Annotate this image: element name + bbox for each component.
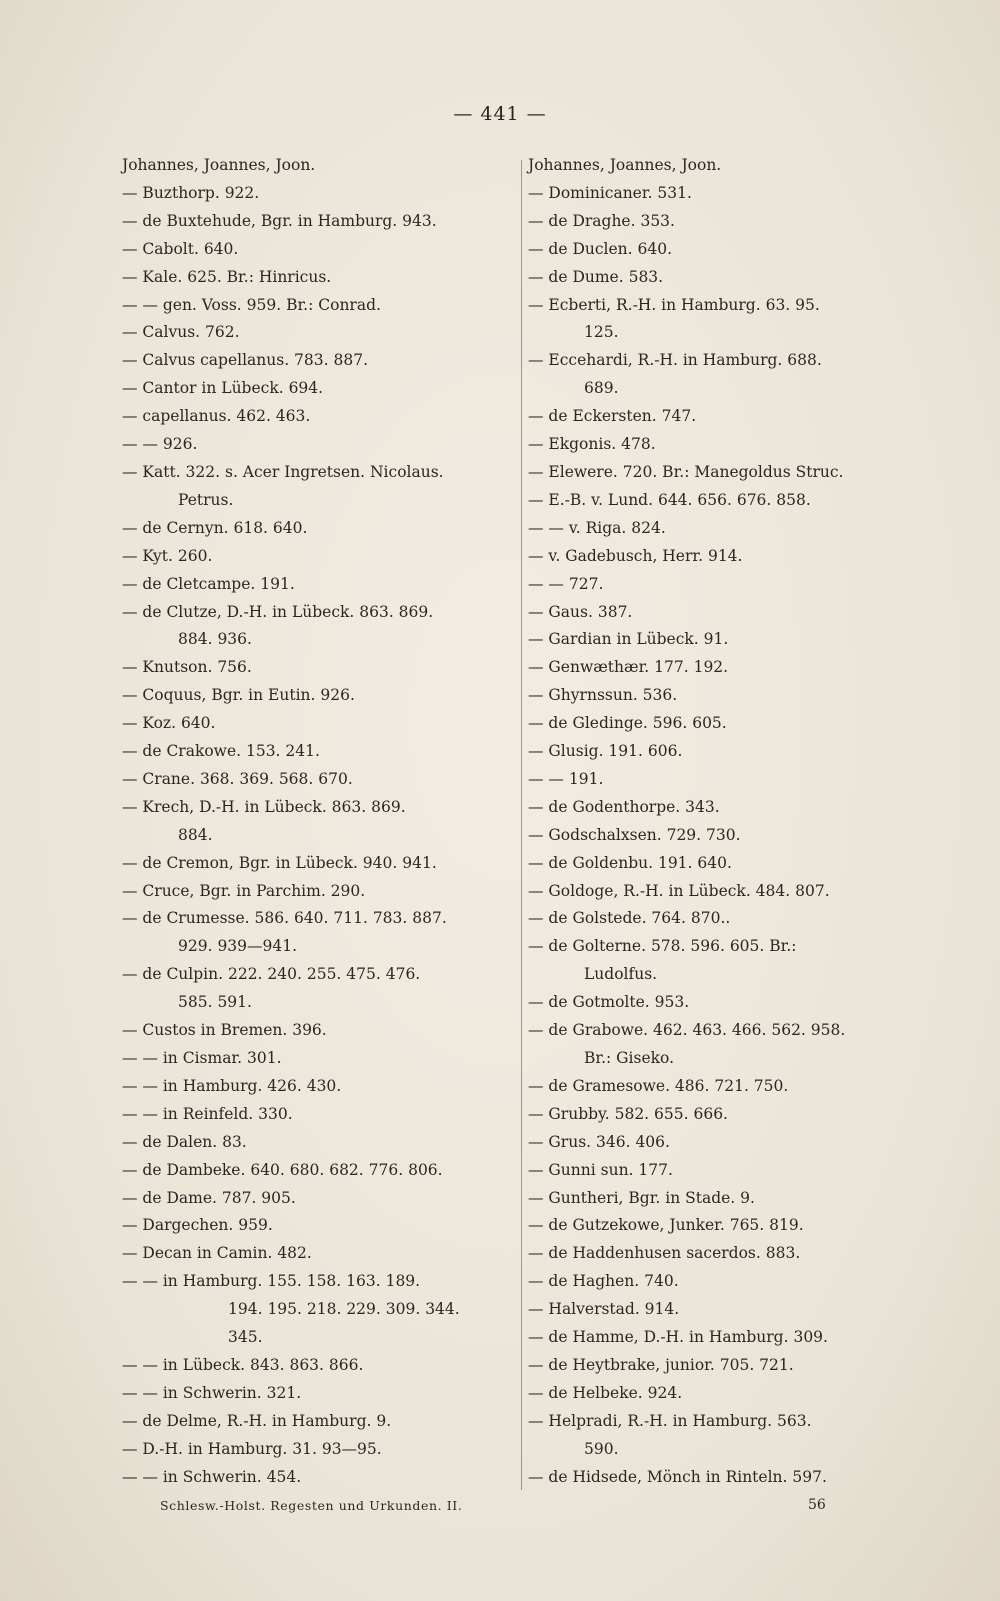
index-entry: — de Cernyn. 618. 640. (122, 518, 308, 537)
index-entry: — de Cremon, Bgr. in Lübeck. 940. 941. (122, 853, 437, 872)
index-entry: — — gen. Voss. 959. Br.: Conrad. (122, 295, 381, 314)
index-entry: — de Duclen. 640. (528, 239, 673, 258)
index-entry-continuation: 194. 195. 218. 229. 309. 344. (228, 1300, 460, 1319)
index-entry: — de Hamme, D.-H. in Hamburg. 309. (528, 1328, 828, 1347)
index-entry-continuation: 884. 936. (178, 630, 252, 649)
index-entry-continuation: Petrus. (178, 490, 234, 509)
index-entry: — — in Hamburg. 155. 158. 163. 189. (122, 1272, 421, 1291)
index-entry: — de Delme, R.-H. in Hamburg. 9. (122, 1411, 392, 1430)
index-entry: — Crane. 368. 369. 568. 670. (122, 769, 353, 788)
index-entry: — — in Schwerin. 321. (122, 1383, 302, 1402)
index-entry: — — 926. (122, 435, 198, 454)
index-entry: — Eccehardi, R.-H. in Hamburg. 688. (528, 351, 822, 370)
index-entry: — Katt. 322. s. Acer Ingretsen. Nicolaus. (122, 462, 444, 481)
index-entry: — Helpradi, R.-H. in Hamburg. 563. (528, 1411, 812, 1430)
index-entry: — v. Gadebusch, Herr. 914. (528, 546, 743, 565)
index-entry: — Ghyrnssun. 536. (528, 686, 678, 705)
index-entry: — Calvus. 762. (122, 323, 240, 342)
index-entry: — Genwæthær. 177. 192. (528, 658, 729, 677)
index-entry: — Knutson. 756. (122, 658, 252, 677)
index-entry: — Coquus, Bgr. in Eutin. 926. (122, 686, 355, 705)
index-entry-continuation: 125. (584, 323, 619, 342)
index-entry-continuation: 345. (228, 1328, 263, 1347)
index-entry: — Cruce, Bgr. in Parchim. 290. (122, 881, 366, 900)
index-entry: — Kale. 625. Br.: Hinricus. (122, 267, 332, 286)
index-entry: — — in Hamburg. 426. 430. (122, 1076, 342, 1095)
index-entry: — Godschalxsen. 729. 730. (528, 825, 741, 844)
index-entry: — de Heytbrake, junior. 705. 721. (528, 1355, 794, 1374)
index-entry: — de Clutze, D.-H. in Lübeck. 863. 869. (122, 602, 434, 621)
index-entry-continuation: 689. (584, 379, 619, 398)
index-entry: — Gardian in Lübeck. 91. (528, 630, 729, 649)
index-entry: — Elewere. 720. Br.: Manegoldus Struc. (528, 462, 844, 481)
index-entry: — de Crakowe. 153. 241. (122, 742, 320, 761)
index-entry: — de Haddenhusen sacerdos. 883. (528, 1244, 801, 1263)
index-entry: — de Golstede. 764. 870.. (528, 909, 731, 928)
index-entry-continuation: 884. (178, 825, 213, 844)
index-entry: — — in Reinfeld. 330. (122, 1104, 293, 1123)
index-entry: — de Dambeke. 640. 680. 682. 776. 806. (122, 1160, 443, 1179)
index-entry: — de Godenthorpe. 343. (528, 797, 720, 816)
index-entry: — de Draghe. 353. (528, 211, 675, 230)
index-entry: — de Dalen. 83. (122, 1132, 247, 1151)
index-entry: — Koz. 640. (122, 714, 216, 733)
index-entry: — Grus. 346. 406. (528, 1132, 670, 1151)
index-entry-continuation: 590. (584, 1439, 619, 1458)
index-entry: — de Eckersten. 747. (528, 407, 697, 426)
left-column (122, 152, 516, 1492)
index-entry: — Dargechen. 959. (122, 1216, 273, 1235)
index-entry: — de Culpin. 222. 240. 255. 475. 476. (122, 965, 421, 984)
index-entry: — Grubby. 582. 655. 666. (528, 1104, 728, 1123)
index-entry: Johannes, Joannes, Joon. (528, 156, 722, 174)
index-entry: — Gunni sun. 177. (528, 1160, 673, 1179)
index-entry: — de Gledinge. 596. 605. (528, 714, 727, 733)
index-entry: — capellanus. 462. 463. (122, 407, 311, 426)
index-entry: — de Buxtehude, Bgr. in Hamburg. 943. (122, 211, 437, 230)
index-entry: — Kyt. 260. (122, 546, 213, 565)
index-entry: — Dominicaner. 531. (528, 183, 692, 202)
index-entry: — Cabolt. 640. (122, 239, 239, 258)
index-entry-continuation: Br.: Giseko. (584, 1049, 675, 1067)
index-entry-continuation: 929. 939—941. (178, 937, 298, 956)
index-entry: — D.-H. in Hamburg. 31. 93—95. (122, 1439, 382, 1458)
index-entry: — de Dume. 583. (528, 267, 664, 286)
index-entry: — de Dame. 787. 905. (122, 1188, 296, 1207)
index-entry: — — 727. (528, 574, 604, 593)
index-entry: — de Hidsede, Mönch in Rinteln. 597. (528, 1467, 827, 1486)
index-entry: — Decan in Camin. 482. (122, 1244, 312, 1263)
index-entry: — Krech, D.-H. in Lübeck. 863. 869. (122, 797, 406, 816)
index-entry: — Gaus. 387. (528, 602, 633, 621)
right-column (528, 152, 920, 1492)
index-entry: — E.-B. v. Lund. 644. 656. 676. 858. (528, 490, 811, 509)
index-entry: — — v. Riga. 824. (528, 518, 666, 537)
index-entry: — de Grabowe. 462. 463. 466. 562. 958. (528, 1021, 846, 1040)
index-entry: — de Gutzekowe, Junker. 765. 819. (528, 1216, 804, 1235)
index-entry-continuation: 585. 591. (178, 993, 252, 1012)
index-entry: — de Gramesowe. 486. 721. 750. (528, 1076, 789, 1095)
index-entry: — Glusig. 191. 606. (528, 742, 683, 761)
footer-source: Schlesw.-Holst. Regesten und Urkunden. II. (160, 1498, 463, 1513)
index-entry: — Halverstad. 914. (528, 1300, 680, 1319)
index-entry: — — in Schwerin. 454. (122, 1467, 302, 1486)
index-entry: — Buzthorp. 922. (122, 183, 260, 202)
index-entry: Johannes, Joannes, Joon. (122, 156, 316, 174)
index-entry: — Ecberti, R.-H. in Hamburg. 63. 95. (528, 295, 820, 314)
index-entry: — Ekgonis. 478. (528, 435, 656, 454)
index-entry: — Cantor in Lübeck. 694. (122, 379, 324, 398)
index-entry-continuation: Ludolfus. (584, 965, 658, 984)
index-entry: — de Cletcampe. 191. (122, 574, 295, 593)
index-entry: — de Crumesse. 586. 640. 711. 783. 887. (122, 909, 447, 928)
index-entry: — de Goldenbu. 191. 640. (528, 853, 732, 872)
index-entry: — de Helbeke. 924. (528, 1383, 683, 1402)
footer-signature: 56 (808, 1497, 826, 1513)
index-entry: — Goldoge, R.-H. in Lübeck. 484. 807. (528, 881, 830, 900)
index-entry: — Guntheri, Bgr. in Stade. 9. (528, 1188, 755, 1207)
index-entry: — de Haghen. 740. (528, 1272, 679, 1291)
column-divider (521, 160, 522, 1490)
index-entry: — — 191. (528, 769, 604, 788)
index-entry: — Custos in Bremen. 396. (122, 1021, 327, 1040)
index-entry: — Calvus capellanus. 783. 887. (122, 351, 369, 370)
index-entry: — de Gotmolte. 953. (528, 993, 690, 1012)
index-entry: — — in Lübeck. 843. 863. 866. (122, 1355, 364, 1374)
index-entry: — de Golterne. 578. 596. 605. Br.: (528, 937, 797, 956)
page-number: — 441 — (453, 103, 547, 125)
index-entry: — — in Cismar. 301. (122, 1049, 282, 1067)
